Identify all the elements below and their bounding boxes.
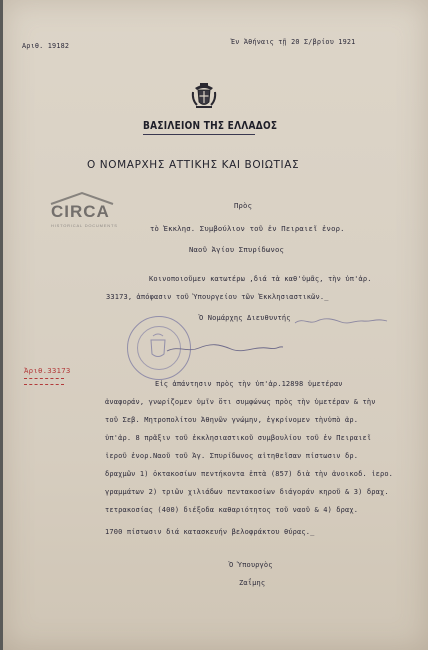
protocol-number: Αριθ. 19182 [22, 42, 70, 50]
circa-watermark [47, 190, 118, 228]
circa-brand: CIRCA [51, 202, 110, 221]
date-line: Ἐν Ἀθήναις τῇ 20 Σ/βρίου 1921 [231, 38, 356, 46]
minister-name: Ζαΐμης [239, 579, 266, 587]
decision-line-7: τετρακοσίας (400) διέξοδα καθαριότητος τοῦ ναοῦ & 4) δραχ. [105, 506, 359, 514]
nomarch-signature [293, 312, 389, 331]
intro-signed: Ὁ Νομάρχης Διευθυντής [199, 314, 291, 322]
nomarch-title: Ο ΝΟΜΑΡΧΗΣ ΑΤΤΙΚΗΣ ΚΑΙ ΒΟΙΩΤΙΑΣ [87, 159, 300, 171]
recipient-line2: Ναοῦ Ἁγίου Σπυρίδωνος [189, 245, 285, 254]
red-dash-2 [24, 384, 64, 385]
coat-of-arms-icon [189, 80, 219, 114]
red-dash-1 [24, 378, 64, 379]
decision-line-8: 1700 πίστωσιν διά κατασκευήν βελοφράκτου θύρας._ [105, 528, 315, 536]
kingdom-title: ΒΑΣΙΛΕΙΟΝ ΤΗΣ ΕΛΛΑΔΟΣ [143, 119, 278, 132]
signature-over-stamp [165, 340, 285, 359]
decision-line-6: γραμμάτων 2) τριῶν χιλιάδων πεντακοσίων διάγοράν κηροῦ & 3) δραχ. [105, 488, 389, 496]
kingdom-underline [143, 134, 255, 135]
recipient-line1: τὸ Ἐκκλησ. Συμβούλιον τοῦ ἐν Πειραιεῖ ἐνορ. [150, 224, 345, 233]
decision-line-5: δραχμῶν 1) ὀκτακοσίων πεντήκοντα ἑπτὰ (857) διὰ τὴν ἀνοικοδ. ἱερο. [105, 470, 394, 478]
decision-line-1: ἀναφοράν, γνωρίζομεν ὑμῖν ὅτι συμφώνως πρὸς τὴν ὑμετέραν & τὴν [105, 398, 376, 406]
circa-subtitle: HISTORICAL DOCUMENTS [51, 223, 118, 228]
decision-line-4: ἱεροῦ ἐνορ.Ναοῦ τοῦ Ἁγ. Σπυρίδωνος αἰτηθεῖσαν πίστωσιν δρ. [105, 452, 359, 460]
minister-title: Ὁ Ὑπουργὸς [229, 561, 273, 569]
document-sheet [3, 0, 428, 650]
intro-line1: Κοινοποιοῦμεν κατωτέρω ,διά τὰ καθ'ὑμᾶς, τὴν ὑπ'ἀρ. [149, 275, 372, 283]
decision-line-0: Εἰς ἀπάντησιν πρὸς τὴν ὑπ'ἀρ.12898 ὑμετέραν [155, 380, 343, 388]
decision-line-3: ὑπ'ἀρ. 8 πρᾶξιν τοῦ ἐκκλησιαστικοῦ συμβουλίου τοῦ ἐν Πειραιεῖ [105, 434, 372, 442]
decision-number: Ἀριθ.33173 [24, 366, 71, 375]
recipient-pros: Πρὸς [234, 201, 253, 210]
intro-line2: 33173, ἀπόφασιν τοῦ Ὑπουργείου τῶν Ἐκκλησιαστικῶν._ [106, 293, 329, 301]
decision-line-2: τοῦ Σεβ. Μητροπολίτου Ἀθηνῶν γνώμην, ἐγκρίνομεν τὴνὑπὸ ἀρ. [105, 416, 359, 424]
